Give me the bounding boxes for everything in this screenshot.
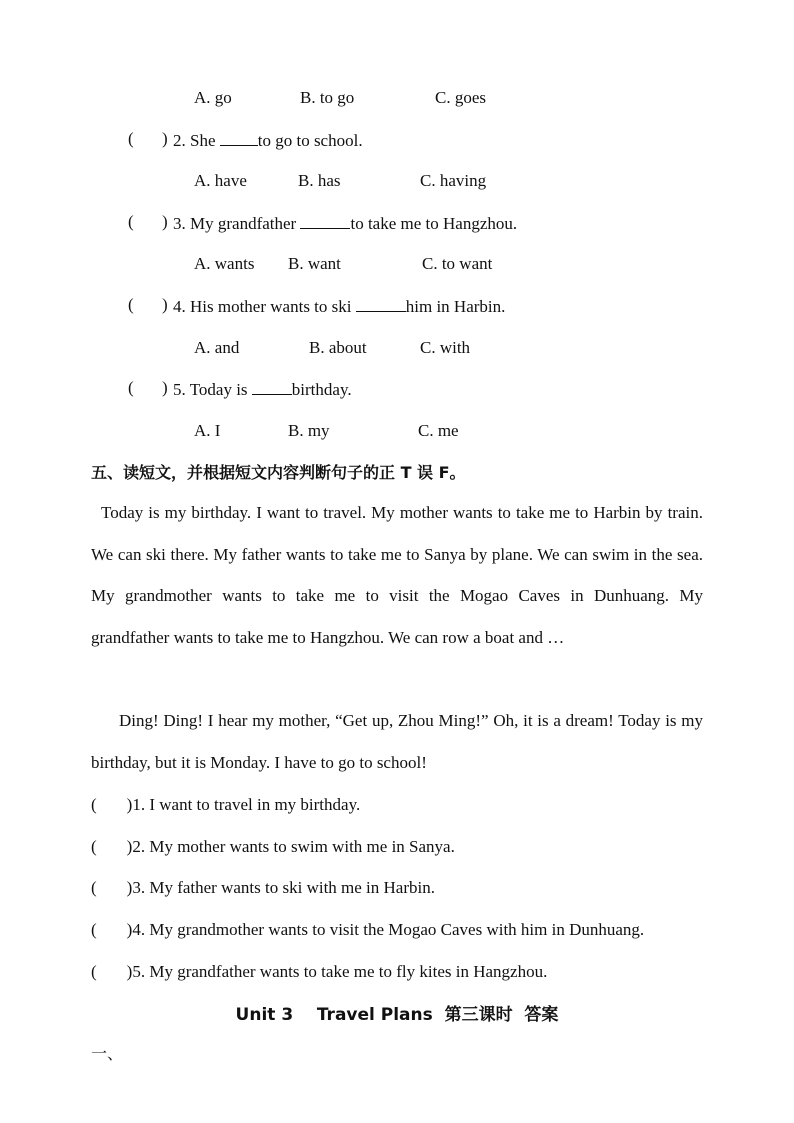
q5-text-before: Today is bbox=[189, 380, 248, 399]
statement-close-paren: ) bbox=[126, 795, 133, 814]
statement-open-paren: ( bbox=[91, 878, 97, 897]
statement-row-4 bbox=[91, 919, 644, 941]
q4-close-paren: ) bbox=[162, 295, 168, 314]
q3-number: 3. bbox=[173, 214, 186, 233]
statement-text: 1. I want to travel in my birthday. bbox=[132, 795, 361, 814]
q5-number: 5. bbox=[173, 380, 186, 399]
statement-close-paren: ) bbox=[126, 878, 133, 897]
q3-stem bbox=[173, 212, 517, 235]
q3-open-paren: ( bbox=[128, 212, 134, 231]
statement-row-2 bbox=[91, 836, 455, 858]
q2-option-c: C. having bbox=[420, 171, 487, 190]
statement-open-paren: ( bbox=[91, 795, 97, 814]
q5-option-a: A. I bbox=[194, 421, 221, 440]
q4-text-after: him in Harbin. bbox=[405, 297, 506, 316]
statement-text: 4. My grandmother wants to visit the Mogao Caves with him in Dunhuang. bbox=[132, 920, 645, 939]
q5-blank[interactable] bbox=[252, 378, 292, 395]
q3-option-a: A. wants bbox=[194, 254, 255, 273]
q2-close-paren: ) bbox=[162, 129, 168, 148]
statement-row-3 bbox=[91, 877, 435, 899]
q3-close-paren: ) bbox=[162, 212, 168, 231]
q2-open-paren: ( bbox=[128, 129, 134, 148]
reading-passage-1: Today is my birthday. I want to travel. My mother wants to take me to Harbin by train. We can ski there. My father wants to take me to Sanya by plane. We can swim in the sea. My grandmother wants to take me to visit the Mogao Caves in Dunhuang. My grandfather wants to take me to Hangzhou. We can row a boat and … bbox=[91, 503, 703, 647]
section5-heading: 五、读短文，并根据短文内容判断句子的正 T 误 F。 bbox=[91, 463, 466, 482]
q5-text-after: birthday. bbox=[291, 380, 352, 399]
q3-text-after: to take me to Hangzhou. bbox=[350, 214, 518, 233]
statement-close-paren: ) bbox=[126, 962, 133, 981]
q3-option-c: C. to want bbox=[422, 254, 493, 273]
q5-option-b: B. my bbox=[288, 421, 330, 440]
q2-stem bbox=[173, 129, 363, 152]
q2-option-b: B. has bbox=[298, 171, 341, 190]
q5-close-paren: ) bbox=[162, 378, 168, 397]
statement-text: 3. My father wants to ski with me in Harbin. bbox=[132, 878, 435, 897]
q2-text-before: She bbox=[190, 131, 216, 150]
q4-option-a: A. and bbox=[194, 338, 240, 357]
statement-open-paren: ( bbox=[91, 920, 97, 939]
q4-text-before: His mother wants to ski bbox=[190, 297, 352, 316]
q4-option-c: C. with bbox=[420, 338, 471, 357]
q4-stem bbox=[173, 295, 505, 318]
q4-open-paren: ( bbox=[128, 295, 134, 314]
q4-option-b: B. about bbox=[309, 338, 367, 357]
q1-option-b: B. to go bbox=[300, 88, 355, 107]
statement-close-paren: ) bbox=[126, 837, 133, 856]
q2-option-a: A. have bbox=[194, 171, 247, 190]
q2-text-after: to go to school. bbox=[257, 131, 363, 150]
statement-open-paren: ( bbox=[91, 837, 97, 856]
q5-open-paren: ( bbox=[128, 378, 134, 397]
statement-text: 2. My mother wants to swim with me in Sanya. bbox=[132, 837, 455, 856]
q4-blank[interactable] bbox=[356, 295, 406, 312]
statement-text: 5. My grandfather wants to take me to fly kites in Hangzhou. bbox=[132, 962, 548, 981]
answer-section-label: 一、 bbox=[91, 1044, 124, 1063]
q1-option-a: A. go bbox=[194, 88, 232, 107]
q5-option-c: C. me bbox=[418, 421, 459, 440]
answer-key-title: Unit 3 Travel Plans 第三课时 答案 bbox=[235, 1005, 559, 1025]
q3-text-before: My grandfather bbox=[190, 214, 297, 233]
q3-blank[interactable] bbox=[300, 212, 350, 229]
q2-number: 2. bbox=[173, 131, 186, 150]
statement-close-paren: ) bbox=[126, 920, 133, 939]
q4-number: 4. bbox=[173, 297, 186, 316]
q3-option-b: B. want bbox=[288, 254, 341, 273]
statement-row-1 bbox=[91, 794, 360, 816]
q1-option-c: C. goes bbox=[435, 88, 486, 107]
statement-open-paren: ( bbox=[91, 962, 97, 981]
q2-blank[interactable] bbox=[220, 129, 258, 146]
reading-passage-2: Ding! Ding! I hear my mother, “Get up, Zhou Ming!” Oh, it is a dream! Today is my birthday, but it is Monday. I have to go to school! bbox=[91, 711, 703, 772]
q5-stem bbox=[173, 378, 352, 401]
statement-row-5 bbox=[91, 961, 547, 983]
